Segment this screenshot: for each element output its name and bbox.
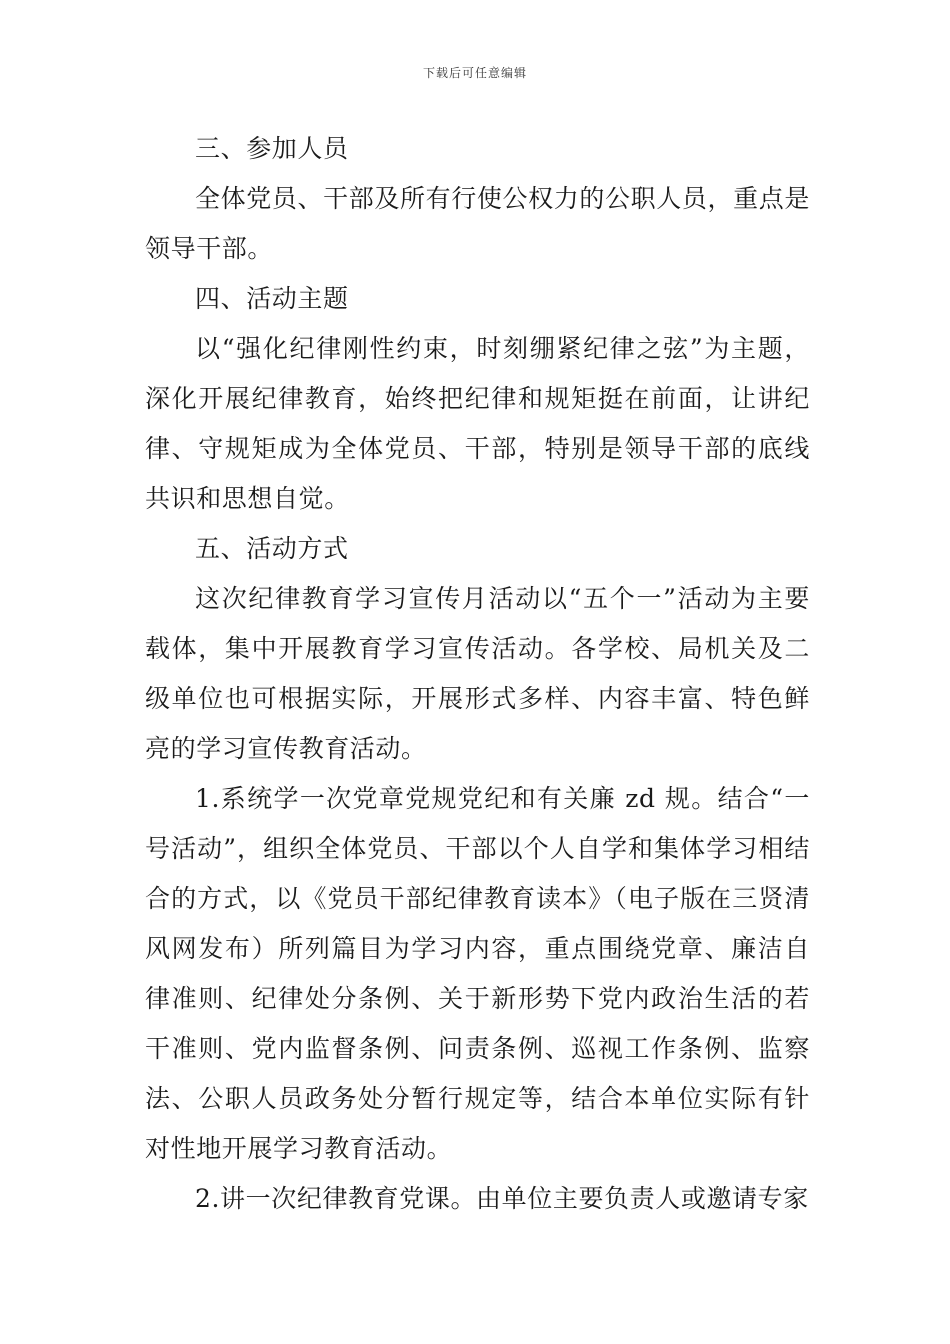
document-body: [145, 124, 810, 1224]
page-header-note: 下载后可任意编辑: [422, 66, 527, 80]
paragraph-method: 这次纪律教育学习宣传月活动以“五个一”活动为主要载体，集中开展教育学习宣传活动。各学校、局机关及二级单位也可根据实际，开展形式多样、内容丰富、特色鲜亮的学习宣传教育活动。: [145, 584, 810, 763]
paragraph-participants: 全体党员、干部及所有行使公权力的公职人员，重点是领导干部。: [145, 184, 810, 263]
section-heading-theme: 四、活动主题: [195, 284, 349, 313]
section-heading-method: 五、活动方式: [195, 534, 349, 563]
paragraph-theme: 以“强化纪律刚性约束，时刻绷紧纪律之弦”为主题，深化开展纪律教育，始终把纪律和规矩挺在前面，让讲纪律、守规矩成为全体党员、干部，特别是领导干部的底线共识和思想自觉。: [145, 334, 810, 513]
list-item-party-lecture: 2.讲一次纪律教育党课。由单位主要负责人或邀请专家: [195, 1184, 809, 1213]
section-heading-participants: 三、参加人员: [195, 134, 349, 163]
list-item-study: 1.系统学一次党章党规党纪和有关廉 zd 规。结合“一号活动”，组织全体党员、干部以个人自学和集体学习相结合的方式，以《党员干部纪律教育读本》（电子版在三贤清风网发布）所列篇目为学习内容，重点围绕党章、廉洁自律准则、纪律处分条例、关于新形势下党内政治生活的若干准则、党内监督条例、问责条例、巡视工作条例、监察法、公职人员政务处分暂行规定等，结合本单位实际有针对性地开展学习教育活动。: [145, 784, 810, 1163]
